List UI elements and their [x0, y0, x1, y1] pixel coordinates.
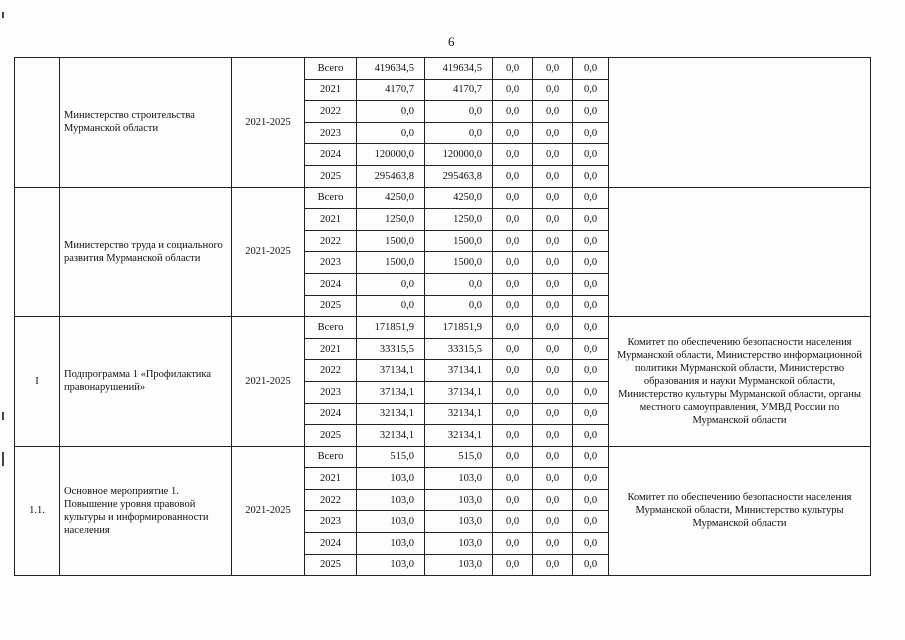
- column5-value: 0,0: [573, 144, 609, 166]
- column3-value: 0,0: [493, 209, 533, 231]
- row-year: 2024: [305, 144, 357, 166]
- regional-value: 33315,5: [425, 338, 493, 360]
- column5-value: 0,0: [573, 122, 609, 144]
- regional-value: 103,0: [425, 554, 493, 576]
- column5-value: 0,0: [573, 468, 609, 490]
- column5-value: 0,0: [573, 209, 609, 231]
- regional-value: 171851,9: [425, 317, 493, 339]
- total-value: 419634,5: [357, 58, 425, 80]
- regional-value: 0,0: [425, 273, 493, 295]
- total-value: 0,0: [357, 295, 425, 317]
- column4-value: 0,0: [533, 122, 573, 144]
- item-name: Основное мероприятие 1. Повышение уровня правовой культуры и информированности населения: [60, 446, 232, 576]
- column4-value: 0,0: [533, 533, 573, 555]
- column4-value: 0,0: [533, 381, 573, 403]
- scan-artifact: [2, 452, 4, 466]
- regional-value: 0,0: [425, 295, 493, 317]
- column5-value: 0,0: [573, 403, 609, 425]
- column5-value: 0,0: [573, 360, 609, 382]
- column3-value: 0,0: [493, 446, 533, 468]
- item-executors: Комитет по обеспечению безопасности населения Мурманской области, Министерство культуры Мурманской области: [609, 446, 871, 576]
- item-period: 2021-2025: [232, 317, 305, 447]
- item-name: Министерство строительства Мурманской области: [60, 58, 232, 188]
- row-year: 2021: [305, 468, 357, 490]
- row-year: Всего: [305, 317, 357, 339]
- row-year: Всего: [305, 58, 357, 80]
- row-year: 2022: [305, 360, 357, 382]
- total-value: 1250,0: [357, 209, 425, 231]
- item-period: 2021-2025: [232, 187, 305, 317]
- item-index: [15, 58, 60, 188]
- regional-value: 120000,0: [425, 144, 493, 166]
- regional-value: 37134,1: [425, 381, 493, 403]
- column5-value: 0,0: [573, 338, 609, 360]
- total-value: 103,0: [357, 489, 425, 511]
- item-executors: [609, 58, 871, 188]
- column4-value: 0,0: [533, 489, 573, 511]
- row-year: 2025: [305, 425, 357, 447]
- regional-value: 32134,1: [425, 403, 493, 425]
- column4-value: 0,0: [533, 295, 573, 317]
- total-value: 103,0: [357, 511, 425, 533]
- column4-value: 0,0: [533, 209, 573, 231]
- total-value: 4250,0: [357, 187, 425, 209]
- table-row: [15, 317, 871, 339]
- total-value: 37134,1: [357, 360, 425, 382]
- column3-value: 0,0: [493, 533, 533, 555]
- regional-value: 4250,0: [425, 187, 493, 209]
- regional-value: 37134,1: [425, 360, 493, 382]
- column4-value: 0,0: [533, 403, 573, 425]
- column4-value: 0,0: [533, 58, 573, 80]
- regional-value: 103,0: [425, 511, 493, 533]
- column4-value: 0,0: [533, 446, 573, 468]
- column4-value: 0,0: [533, 511, 573, 533]
- column3-value: 0,0: [493, 403, 533, 425]
- total-value: 0,0: [357, 122, 425, 144]
- total-value: 1500,0: [357, 252, 425, 274]
- column3-value: 0,0: [493, 554, 533, 576]
- column5-value: 0,0: [573, 58, 609, 80]
- total-value: 171851,9: [357, 317, 425, 339]
- budget-table: [14, 57, 871, 576]
- total-value: 120000,0: [357, 144, 425, 166]
- column4-value: 0,0: [533, 79, 573, 101]
- column4-value: 0,0: [533, 317, 573, 339]
- column3-value: 0,0: [493, 79, 533, 101]
- total-value: 515,0: [357, 446, 425, 468]
- column5-value: 0,0: [573, 425, 609, 447]
- item-index: I: [15, 317, 60, 447]
- row-year: 2021: [305, 209, 357, 231]
- column4-value: 0,0: [533, 187, 573, 209]
- column4-value: 0,0: [533, 165, 573, 187]
- total-value: 1500,0: [357, 230, 425, 252]
- column4-value: 0,0: [533, 101, 573, 123]
- column3-value: 0,0: [493, 101, 533, 123]
- total-value: 0,0: [357, 273, 425, 295]
- row-year: 2025: [305, 165, 357, 187]
- row-year: 2024: [305, 273, 357, 295]
- column3-value: 0,0: [493, 230, 533, 252]
- column4-value: 0,0: [533, 468, 573, 490]
- column5-value: 0,0: [573, 79, 609, 101]
- total-value: 32134,1: [357, 425, 425, 447]
- regional-value: 103,0: [425, 533, 493, 555]
- column4-value: 0,0: [533, 144, 573, 166]
- row-year: Всего: [305, 446, 357, 468]
- column3-value: 0,0: [493, 273, 533, 295]
- column4-value: 0,0: [533, 338, 573, 360]
- row-year: 2021: [305, 338, 357, 360]
- column5-value: 0,0: [573, 230, 609, 252]
- regional-value: 1500,0: [425, 230, 493, 252]
- regional-value: 1500,0: [425, 252, 493, 274]
- column3-value: 0,0: [493, 511, 533, 533]
- column4-value: 0,0: [533, 273, 573, 295]
- item-name: Подпрограмма 1 «Профилактика правонарушений»: [60, 317, 232, 447]
- row-year: 2023: [305, 381, 357, 403]
- page-number: 6: [448, 34, 455, 49]
- row-year: 2021: [305, 79, 357, 101]
- column3-value: 0,0: [493, 338, 533, 360]
- regional-value: 103,0: [425, 468, 493, 490]
- total-value: 103,0: [357, 554, 425, 576]
- row-year: 2022: [305, 101, 357, 123]
- regional-value: 32134,1: [425, 425, 493, 447]
- regional-value: 4170,7: [425, 79, 493, 101]
- total-value: 37134,1: [357, 381, 425, 403]
- table-row: [15, 187, 871, 209]
- column3-value: 0,0: [493, 425, 533, 447]
- column3-value: 0,0: [493, 360, 533, 382]
- row-year: 2022: [305, 489, 357, 511]
- column3-value: 0,0: [493, 381, 533, 403]
- regional-value: 103,0: [425, 489, 493, 511]
- item-index: [15, 187, 60, 317]
- item-executors: Комитет по обеспечению безопасности населения Мурманской области, Министерство информационной политики Мурманской области, Министерство образования и науки Мурманской области, Министерство культуры Мурманской области, органы местного самоуправления, УМВД России по Мурманской области: [609, 317, 871, 447]
- total-value: 0,0: [357, 101, 425, 123]
- total-value: 103,0: [357, 468, 425, 490]
- row-year: Всего: [305, 187, 357, 209]
- column3-value: 0,0: [493, 295, 533, 317]
- column5-value: 0,0: [573, 101, 609, 123]
- total-value: 33315,5: [357, 338, 425, 360]
- total-value: 103,0: [357, 533, 425, 555]
- column3-value: 0,0: [493, 252, 533, 274]
- row-year: 2025: [305, 554, 357, 576]
- column5-value: 0,0: [573, 381, 609, 403]
- column5-value: 0,0: [573, 295, 609, 317]
- column5-value: 0,0: [573, 165, 609, 187]
- total-value: 4170,7: [357, 79, 425, 101]
- row-year: 2024: [305, 403, 357, 425]
- column3-value: 0,0: [493, 58, 533, 80]
- column5-value: 0,0: [573, 273, 609, 295]
- item-name: Министерство труда и социального развития Мурманской области: [60, 187, 232, 317]
- column3-value: 0,0: [493, 317, 533, 339]
- regional-value: 0,0: [425, 101, 493, 123]
- column4-value: 0,0: [533, 230, 573, 252]
- column3-value: 0,0: [493, 489, 533, 511]
- scan-artifact: [2, 412, 4, 420]
- row-year: 2025: [305, 295, 357, 317]
- row-year: 2022: [305, 230, 357, 252]
- column5-value: 0,0: [573, 187, 609, 209]
- row-year: 2023: [305, 511, 357, 533]
- table-row: [15, 446, 871, 468]
- column3-value: 0,0: [493, 187, 533, 209]
- column5-value: 0,0: [573, 446, 609, 468]
- regional-value: 0,0: [425, 122, 493, 144]
- column5-value: 0,0: [573, 533, 609, 555]
- regional-value: 419634,5: [425, 58, 493, 80]
- total-value: 295463,8: [357, 165, 425, 187]
- regional-value: 1250,0: [425, 209, 493, 231]
- column5-value: 0,0: [573, 554, 609, 576]
- item-index: 1.1.: [15, 446, 60, 576]
- column3-value: 0,0: [493, 144, 533, 166]
- regional-value: 515,0: [425, 446, 493, 468]
- column4-value: 0,0: [533, 252, 573, 274]
- row-year: 2023: [305, 252, 357, 274]
- column3-value: 0,0: [493, 468, 533, 490]
- column4-value: 0,0: [533, 554, 573, 576]
- item-executors: [609, 187, 871, 317]
- column3-value: 0,0: [493, 122, 533, 144]
- total-value: 32134,1: [357, 403, 425, 425]
- column4-value: 0,0: [533, 360, 573, 382]
- column5-value: 0,0: [573, 511, 609, 533]
- column5-value: 0,0: [573, 489, 609, 511]
- column5-value: 0,0: [573, 252, 609, 274]
- item-period: 2021-2025: [232, 446, 305, 576]
- column5-value: 0,0: [573, 317, 609, 339]
- item-period: 2021-2025: [232, 58, 305, 188]
- row-year: 2023: [305, 122, 357, 144]
- row-year: 2024: [305, 533, 357, 555]
- scan-artifact: [2, 12, 4, 18]
- regional-value: 295463,8: [425, 165, 493, 187]
- column4-value: 0,0: [533, 425, 573, 447]
- column3-value: 0,0: [493, 165, 533, 187]
- table-row: [15, 58, 871, 80]
